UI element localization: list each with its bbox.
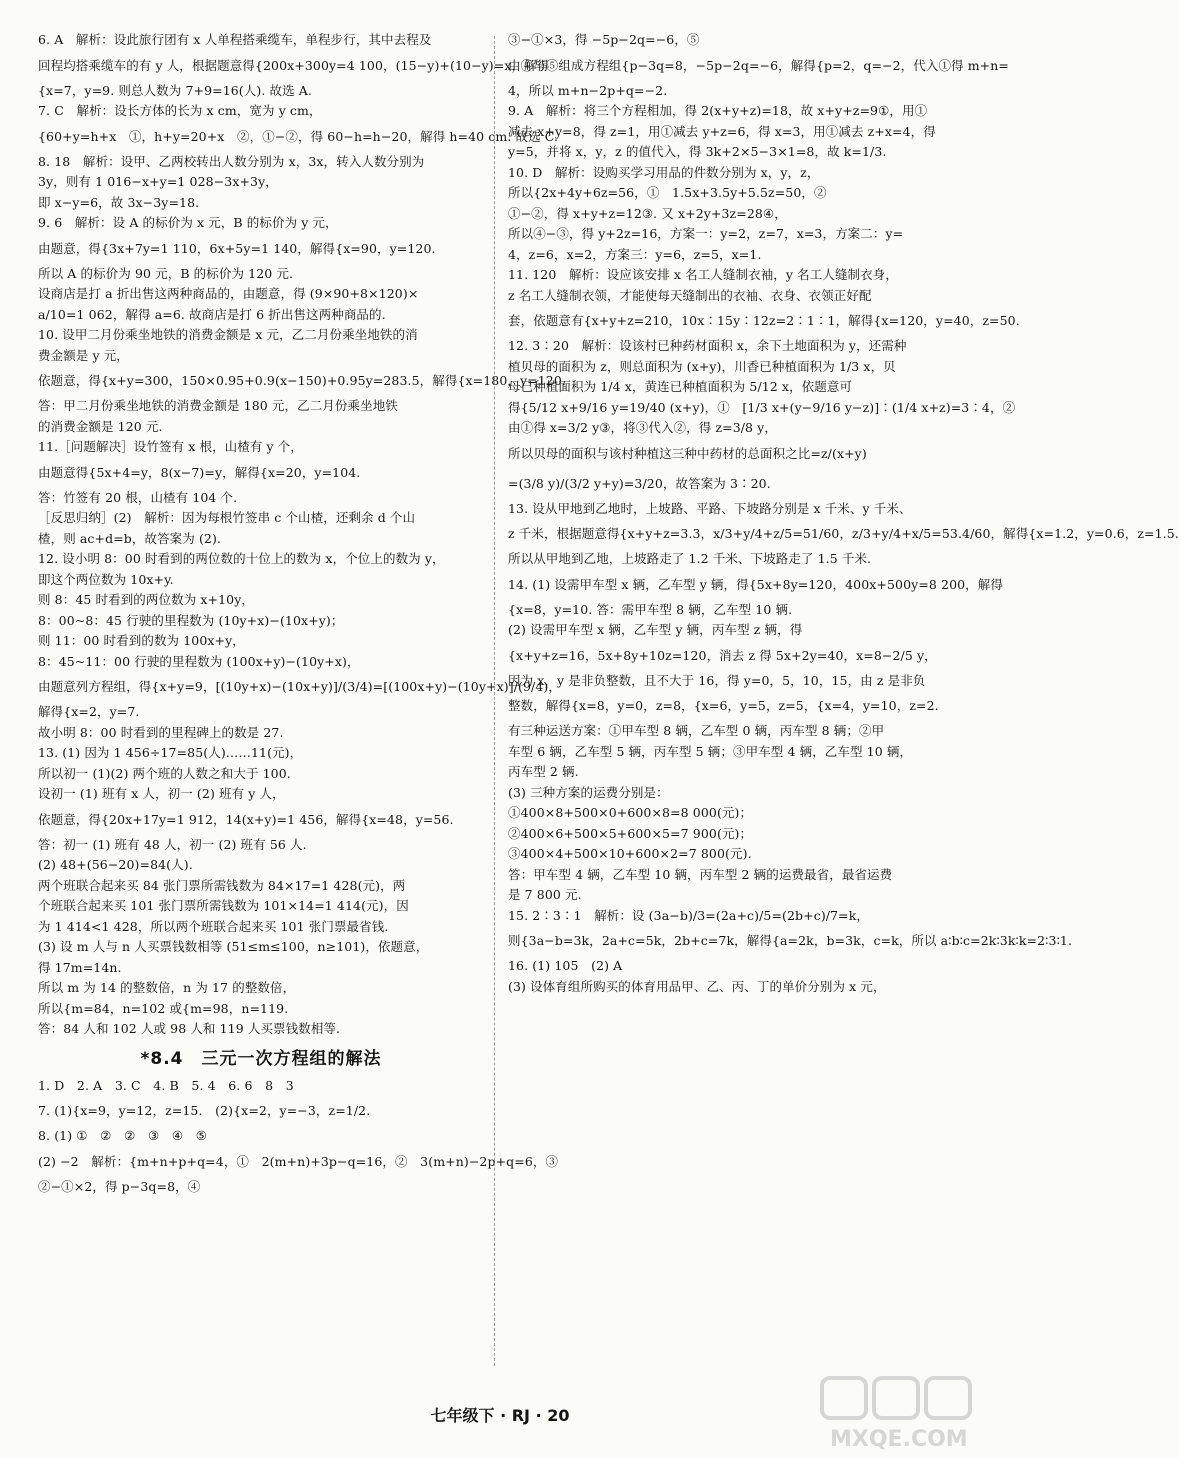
answer-entry <box>38 743 484 1040</box>
answer-entry <box>508 570 1003 906</box>
answer-line: 答：甲二月份乘坐地铁的消费金额是 180 元，乙二月份乘坐地铁 <box>38 398 398 413</box>
answer-line: 所以从甲地到乙地，上坡路走了 1.2 千米、下坡路走了 1.5 千米. <box>508 551 872 566</box>
answer-line: 设商店是打 a 折出售这两种商品的，由题意，得 (9×90+8×120)× <box>38 286 419 301</box>
answer-line: 整数，解得{x=8，y=0，z=8，{x=6，y=5，z=5，{x=4，y=10，z=2. <box>508 698 939 713</box>
answer-line: 设初一 (1) 班有 x 人，初一 (2) 班有 y 人， <box>38 786 285 801</box>
answer-line: 车型 6 辆，乙车型 5 辆，丙车型 5 辆；③甲车型 4 辆，乙车型 10 辆， <box>508 743 913 759</box>
answer-line: 则 11：00 时看到的数为 100x+y， <box>38 633 245 648</box>
answer-line: 是 7 800 元. <box>508 887 582 902</box>
answer-line: (2) 设需甲车型 x 辆，乙车型 y 辆，丙车型 z 辆，得 <box>508 622 803 637</box>
answer-line: 所以贝母的面积与该村种植这三种中药材的总面积之比=z/(x+y) <box>508 445 867 461</box>
answer-line: (3) 三种方案的运费分别是： <box>508 784 669 800</box>
answer-line: 为 1 414<1 428，所以两个班联合起来买 101 张门票最省钱. <box>38 918 389 934</box>
answer-line: 解得{x=2，y=7. <box>38 704 140 719</box>
answer-line: 所以④−③，得 y+2z=16，方案一：y=2，z=7，x=3，方案二：y= <box>508 226 904 241</box>
answer-line: 有三种运送方案：①甲车型 8 辆，乙车型 0 辆，丙车型 8 辆；②甲 <box>508 723 885 738</box>
answer-line: 12. 设小明 8：00 时看到的两位数的十位上的数为 x，个位上的数为 y， <box>38 551 445 566</box>
answer-line: (2) 48+(56−20)=84(人). <box>38 857 193 872</box>
answer-entry <box>508 265 1020 336</box>
answer-line: 的消费金额是 120 元. <box>38 418 163 434</box>
watermark-logo <box>816 1374 986 1454</box>
answer-line: z 千米，根据题意得{x+y+z=3.3，x/3+y/4+z/5=51/60，z/3+y/4+x/5=53.4/60，解得{x=1.2，y=0.6，z=1.5. <box>508 526 1179 541</box>
answer-entry <box>38 101 559 152</box>
answer-line: 16. (1) 105 (2) A <box>508 958 623 973</box>
answer-line: 因为 x，y 是非负整数，且不大于 16，得 y=0，5，10，15，由 z 是非负 <box>508 672 926 688</box>
answer-line: 10. 设甲二月份乘坐地铁的消费金额是 x 元，乙二月份乘坐地铁的消 <box>38 327 418 342</box>
answer-line: 减去 x+y=8，得 z=1，用①减去 y+z=6，得 x=3，用①减去 z+x=4，得 <box>508 123 936 139</box>
answer-line: 13. (1) 因为 1 456÷17=85(人)……11(元)， <box>38 745 303 760</box>
answer-entry <box>38 1126 559 1197</box>
answer-line: {x+y+z=16，5x+8y+10z=120，消去 z 得 5x+2y=40，x=8−2/5 y， <box>508 647 937 663</box>
answer-line: 7. C 解析：设长方体的长为 x cm，宽为 y cm， <box>38 103 322 118</box>
answer-entry <box>38 437 484 549</box>
answer-line: 楂，则 ac+d=b，故答案为 (2). <box>38 530 222 546</box>
right-column <box>508 30 1179 997</box>
answer-line: 丙车型 2 辆. <box>508 764 579 779</box>
answer-line: 答：84 人和 102 人或 98 人和 119 人买票钱数相等. <box>38 1021 341 1036</box>
answer-entry <box>38 30 550 101</box>
answer-line: 12. 3∶20 解析：设该村已种药材面积 x，余下土地面积为 y，还需种 <box>508 338 907 353</box>
answer-line: 则 8：45 时看到的两位数为 x+10y， <box>38 592 254 607</box>
answer-line: 得 17m=14n. <box>38 959 122 975</box>
answer-line: 套，依题意有{x+y+z=210，10x∶15y∶12z=2∶1∶1，解得{x=120，y=40，z=50. <box>508 313 1020 328</box>
answer-line: 14. (1) 设需甲车型 x 辆，乙车型 y 辆，得{5x+8y=120，400x+500y=8 200，解得 <box>508 576 1003 592</box>
answer-line: 7. (1){x=9，y=12，z=15. (2){x=2，y=−3，z=1/2. <box>38 1103 371 1118</box>
answer-line: 个班联合起来买 101 张门票所需钱数为 101×14=1 414(元)，因 <box>38 898 409 913</box>
answer-line: 11. 120 解析：设应该安排 x 名工人缝制衣袖，y 名工人缝制衣身， <box>508 267 898 282</box>
answer-line: 植贝母的面积为 z，则总面积为 (x+y)，川香已种植面积为 1/3 x，贝 <box>508 358 896 374</box>
answer-line: ［反思归纳］(2) 解析：因为每根竹签串 c 个山楂，还剩余 d 个山 <box>38 510 416 525</box>
answer-line: 答：初一 (1) 班有 48 人，初一 (2) 班有 56 人. <box>38 836 307 852</box>
answer-line: 由①得 x=3/2 y③，将③代入②，得 z=3/8 y， <box>508 420 777 435</box>
answer-line: {x=8，y=10. 答：需甲车型 8 辆，乙车型 10 辆. <box>508 601 793 617</box>
answer-entry <box>508 906 1073 957</box>
answer-entry <box>508 336 1016 499</box>
answer-line: 依题意，得{x+y=300，150×0.95+0.9(x−150)+0.95y=283.5，解得{x=180，y=120. <box>38 373 566 388</box>
answer-line: 9. A 解析：将三个方程相加，得 2(x+y+z)=18，故 x+y+z=9①，用① <box>508 103 928 118</box>
answer-line: 两个班联合起来买 84 张门票所需钱数为 84×17=1 428(元)，两 <box>38 877 406 893</box>
answer-line: 8. 18 解析：设甲、乙两校转出人数分别为 x，3x，转入人数分别为 <box>38 153 425 169</box>
answer-line: 所以{2x+4y+6z=56，① 1.5x+3.5y+5.5z=50，② <box>508 185 827 200</box>
answer-line: 所以{m=84，n=102 或{m=98，n=119. <box>38 1000 289 1016</box>
page-footer: 七年级下 · RJ · 20 <box>430 1406 570 1425</box>
answer-line: 10. D 解析：设购买学习用品的件数分别为 x，y，z， <box>508 164 820 180</box>
answer-line: 11.［问题解决］设竹签有 x 根，山楂有 y 个， <box>38 439 303 454</box>
answer-line: (2) −2 解析：{m+n+p+q=4，① 2(m+n)+3p−q=16，② 3(m+n)−2p+q=6，③ <box>38 1153 559 1169</box>
answer-line: 即这个两位数为 10x+y. <box>38 571 174 587</box>
section-title: *8.4 三元一次方程组的解法 <box>140 1048 382 1069</box>
answer-line: a/10=1 062，解得 a=6. 故商店是打 6 折出售这两种商品的. <box>38 306 386 322</box>
answer-line: 答：竹签有 20 根，山楂有 104 个. <box>38 489 238 505</box>
answer-line: 回程均搭乘缆车的有 y 人，根据题意得{200x+300y=4 100，(15−y)+(10−y)=x，解得 <box>38 57 550 73</box>
answer-line: 费金额是 y 元， <box>38 347 129 363</box>
answer-line: 故小明 8：00 时看到的里程碑上的数是 27. <box>38 724 284 740</box>
answer-line: z 名工人缝制衣领，才能使每天缝制出的衣袖、衣身、衣领正好配 <box>508 287 872 303</box>
answer-line: 则{3a−b=3k，2a+c=5k，2b+c=7k，解得{a=2k，b=3k，c=k，所以 a∶b∶c=2k∶3k∶k=2∶3∶1. <box>508 933 1073 948</box>
answer-line: ①400×8+500×0+600×8=8 000(元)； <box>508 805 753 820</box>
answer-line: ①−②，得 x+y+z=12③. 又 x+2y+3z=28④， <box>508 205 787 221</box>
answer-line: 依题意，得{20x+17y=1 912，14(x+y)=1 456，解得{x=48，y=56. <box>38 811 454 827</box>
answer-entry <box>508 30 1009 101</box>
answer-line: 6. A 解析：设此旅行团有 x 人单程搭乘缆车，单程步行，其中去程及 <box>38 32 432 47</box>
answer-line: (3) 设体育组所购买的体育用品甲、乙、丙、丁的单价分别为 x 元， <box>508 978 886 994</box>
answer-entry <box>38 1096 484 1126</box>
answer-line: 4，z=6，x=2，方案三：y=6，z=5，x=1. <box>508 246 762 262</box>
answer-line: {60+y=h+x ①，h+y=20+x ②，①−②，得 60−h=h−20，解得 h=40 cm. 故选 C. <box>38 128 559 144</box>
answer-entry <box>38 325 566 437</box>
answer-entry <box>38 152 484 214</box>
answer-line: 得{5/12 x+9/16 y=19/40 (x+y)，① [1/3 x+(y−9/16 y−z)]∶(1/4 x+z)=3∶4，② <box>508 399 1016 415</box>
answer-line: =(3/8 y)/(3/2 y+y)=3/20，故答案为 3∶20. <box>508 475 771 491</box>
answer-line: ②400×6+500×5+600×5=7 900(元)； <box>508 825 753 841</box>
answer-line: 答：甲车型 4 辆，乙车型 10 辆，丙车型 2 辆的运费最省，最省运费 <box>508 866 893 882</box>
answer-line: 1. D 2. A 3. C 4. B 5. 4 6. 6 8 3 <box>38 1077 294 1093</box>
left-after-section-entries <box>38 1076 559 1198</box>
answer-entry <box>508 956 960 997</box>
answer-line: 由题意列方程组，得{x+y=9，[(10y+x)−(10x+y)]/(3/4)=[(100x+y)−(10y+x)]/(9/4)， <box>38 679 561 694</box>
answer-line: y=5，并将 x，y，z 的值代入，得 3k+2×5−3×1=8，故 k=1/3. <box>508 144 887 159</box>
answer-line: 15. 2∶3∶1 解析：设 (3a−b)/3=(2a+c)/5=(2b+c)/7=k， <box>508 907 870 923</box>
answer-line: 所以初一 (1)(2) 两个班的人数之和大于 100. <box>38 765 291 781</box>
answer-entry <box>38 213 484 325</box>
answer-line: 所以 A 的标价为 90 元，B 的标价为 120 元. <box>38 265 294 281</box>
answer-line: 所以 m 为 14 的整数倍，n 为 17 的整数倍， <box>38 980 296 995</box>
answer-line: ③400×4+500×10+600×2=7 800(元). <box>508 846 752 861</box>
answer-line: 8：00~8：45 行驶的里程数为 (10y+x)−(10x+y)； <box>38 612 344 628</box>
answer-line: 8：45~11：00 行驶的里程数为 (100x+y)−(10y+x)， <box>38 653 360 669</box>
answer-line: 母已种植面积为 1/4 x，黄连已种植面积为 5/12 x，依题意可 <box>508 379 853 394</box>
answer-line: 8. (1) ① ② ② ③ ④ ⑤ <box>38 1128 208 1143</box>
answer-entry <box>508 101 960 163</box>
answer-line: 由题意得{5x+4=y，8(x−7)=y，解得{x=20，y=104. <box>38 464 361 480</box>
answer-line: ②−①×2，得 p−3q=8，④ <box>38 1178 201 1194</box>
answer-line: {x=7，y=9. 则总人数为 7+9=16(人). 故选 A. <box>38 82 312 98</box>
answer-entry <box>508 163 960 266</box>
answer-entry <box>38 549 561 743</box>
answer-line: 由题意，得{3x+7y=1 110，6x+5y=1 140，解得{x=90，y=120. <box>38 240 436 256</box>
answer-line: 即 x−y=6，故 3x−3y=18. <box>38 194 200 210</box>
column-divider <box>494 36 495 1366</box>
answer-line: 4，所以 m+n−2p+q=−2. <box>508 82 668 98</box>
answer-line: 由④与⑤组成方程组{p−3q=8，−5p−2q=−6，解得{p=2，q=−2，代入①得 m+n= <box>508 57 1009 73</box>
right-entries <box>508 30 1179 997</box>
answer-line: 3y，则有 1 016−x+y=1 028−3x+3y， <box>38 174 278 189</box>
answer-entry <box>508 499 1179 570</box>
watermark-text: MXQE.COM <box>830 1427 968 1452</box>
answer-line: ③−①×3，得 −5p−2q=−6，⑤ <box>508 32 700 47</box>
answer-line: 13. 设从甲地到乙地时，上坡路、平路、下坡路分别是 x 千米、y 千米、 <box>508 500 912 516</box>
answer-line: 9. 6 解析：设 A 的标价为 x 元，B 的标价为 y 元， <box>38 215 338 230</box>
answer-line: (3) 设 m 人与 n 人买票钱数相等 (51≤m≤100，n≥101)，依题意， <box>38 939 429 954</box>
answer-entry <box>38 1076 484 1097</box>
